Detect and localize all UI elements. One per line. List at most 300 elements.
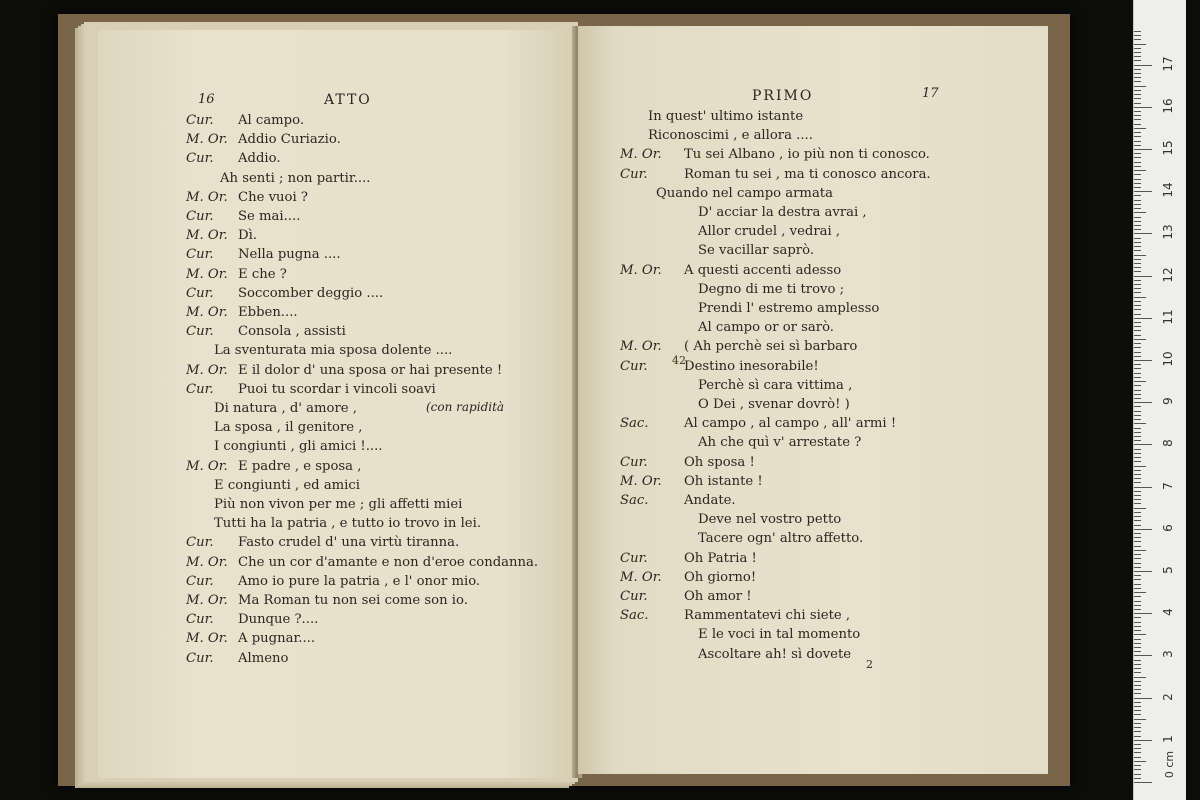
dialogue-text: Addio Curiazio. (238, 132, 341, 148)
text-line (698, 398, 850, 411)
ruler-tick (1134, 550, 1146, 551)
ruler-tick (1134, 107, 1152, 108)
ruler-number: 1 (1161, 734, 1175, 743)
ruler-tick (1134, 318, 1152, 319)
ruler-tick (1134, 643, 1141, 644)
text-line (186, 556, 538, 569)
ruler-tick (1134, 622, 1141, 623)
ruler-tick (1134, 744, 1141, 745)
ruler-tick (1134, 335, 1141, 336)
ruler-tick (1134, 655, 1152, 656)
ruler-number: 7 (1161, 481, 1175, 490)
ruler-tick (1134, 752, 1141, 753)
dialogue-text: Prendi l' estremo amplesso (698, 301, 880, 316)
dialogue-text: O Dei , svenar dovrò! ) (698, 397, 850, 412)
ruler-tick (1134, 56, 1141, 57)
ruler-tick (1134, 761, 1146, 762)
ruler-tick (1134, 457, 1141, 458)
text-line (214, 402, 357, 415)
ruler-tick (1134, 301, 1141, 302)
ruler-tick (1134, 491, 1141, 492)
dialogue-text: Tu sei Albano , io più non ti conosco. (684, 147, 930, 163)
ruler-tick (1134, 782, 1152, 783)
text-line (186, 248, 341, 261)
ruler-tick (1134, 630, 1141, 631)
ruler-tick (1134, 748, 1141, 749)
ruler-tick (1134, 94, 1141, 95)
ruler-tick (1134, 681, 1141, 682)
ruler-tick (1134, 322, 1141, 323)
stage-direction: (con rapidità (426, 400, 505, 414)
speaker-name: M. Or. (186, 305, 228, 320)
ruler-tick (1134, 347, 1141, 348)
ruler-tick (1134, 183, 1141, 184)
ruler-tick (1134, 170, 1146, 171)
text-line (186, 306, 298, 319)
ruler-tick (1134, 423, 1146, 424)
ruler-tick (1134, 174, 1141, 175)
speaker-name: M. Or. (620, 473, 662, 489)
ruler-tick (1134, 444, 1152, 445)
dialogue-text: D' acciar la destra avrai , (698, 205, 867, 220)
ruler-tick (1134, 124, 1141, 125)
ruler-tick (1134, 373, 1141, 374)
ruler-tick (1134, 706, 1141, 707)
ruler-tick (1134, 136, 1141, 137)
dialogue-text: Deve nel vostro petto (698, 512, 842, 528)
text-line (656, 187, 833, 200)
ruler-tick (1134, 533, 1141, 534)
ruler-tick (1134, 162, 1141, 163)
ruler-number: 15 (1161, 140, 1175, 156)
ruler-tick (1134, 267, 1141, 268)
ruler-tick (1134, 297, 1146, 298)
ruler-tick (1134, 634, 1146, 635)
ruler-tick (1134, 419, 1141, 420)
dialogue-text: E padre , e sposa , (238, 458, 362, 474)
speaker-name: M. Or. (186, 362, 228, 378)
ruler-tick (1134, 702, 1141, 703)
speaker-name: Cur. (620, 550, 648, 566)
ruler-number: 10 (1161, 351, 1175, 367)
speaker-name: M. Or. (186, 189, 228, 205)
ruler-tick (1134, 330, 1141, 331)
ruler-tick (1134, 613, 1152, 614)
text-line (186, 191, 308, 204)
ruler-number: 12 (1161, 266, 1175, 283)
speaker-name: Cur. (186, 535, 214, 551)
ruler-tick (1134, 672, 1141, 673)
ruler-tick (1134, 326, 1141, 327)
dialogue-text: Degno di me ti trovo ; (698, 281, 845, 297)
ruler-tick (1134, 385, 1141, 386)
text-line (620, 148, 930, 161)
dialogue-text: Almeno (238, 650, 289, 666)
ruler-tick (1134, 440, 1141, 441)
ruler-tick (1134, 436, 1141, 437)
ruler-tick (1134, 601, 1141, 602)
speaker-name: Sac. (620, 416, 649, 432)
ruler-tick (1134, 179, 1141, 180)
ruler-tick (1134, 187, 1141, 188)
ruler-tick (1134, 309, 1141, 310)
dialogue-text: I congiunti , gli amici !.... (214, 439, 383, 455)
speaker-name: Cur. (620, 589, 648, 604)
speaker-name: M. Or. (620, 262, 662, 278)
ruler-tick (1134, 571, 1152, 572)
text-line (620, 494, 736, 507)
ruler-tick (1134, 250, 1141, 251)
dialogue-text: E che ? (238, 266, 287, 282)
text-line (698, 513, 841, 526)
ruler-tick (1134, 520, 1141, 521)
ruler-tick (1134, 195, 1141, 196)
dialogue-text: E congiunti , ed amici (214, 477, 361, 493)
running-header-right: PRIMO (752, 88, 814, 104)
page-number-right: 17 (922, 86, 939, 101)
ruler-number: 14 (1161, 182, 1175, 198)
dialogue-text: Oh istante ! (684, 473, 763, 489)
text-line (186, 210, 300, 223)
dialogue-text: A pugnar.... (238, 631, 316, 647)
dialogue-text: Ebben.... (238, 305, 298, 320)
ruler-tick (1134, 255, 1146, 256)
text-line (186, 536, 459, 549)
ruler-number: 2 (1161, 692, 1175, 701)
ruler-tick (1134, 558, 1141, 559)
text-line (214, 344, 452, 357)
text-line (186, 287, 383, 300)
ruler-tick (1134, 284, 1141, 285)
text-line (698, 379, 852, 392)
ruler-tick (1134, 398, 1141, 399)
ruler-tick (1134, 660, 1141, 661)
speaker-name: Cur. (186, 113, 214, 128)
ruler-tick (1134, 200, 1141, 201)
speaker-name: M. Or. (186, 266, 228, 282)
speaker-name: Cur. (186, 151, 214, 167)
text-line (620, 571, 756, 584)
ruler-tick (1134, 499, 1141, 500)
ruler-number: 8 (1161, 439, 1175, 448)
dialogue-text: Più non vivon per me ; gli affetti miei (214, 497, 463, 512)
text-line (186, 652, 288, 665)
ruler-tick (1134, 98, 1141, 99)
ruler-tick (1134, 567, 1141, 568)
text-line (186, 594, 468, 607)
speaker-name: Cur. (186, 285, 214, 301)
ruler-tick (1134, 360, 1152, 361)
ruler-tick (1134, 719, 1146, 720)
dialogue-text: Nella pugna .... (238, 247, 341, 263)
ruler-tick (1134, 31, 1141, 32)
dialogue-text: Riconoscimi , e allora .... (648, 128, 813, 144)
ruler-tick (1134, 575, 1141, 576)
ruler-tick (1134, 411, 1141, 412)
ruler-tick (1134, 757, 1141, 758)
dialogue-text: Se mai.... (238, 209, 301, 224)
ruler-number: 9 (1161, 397, 1175, 406)
ruler-tick (1134, 339, 1146, 340)
ruler-tick (1134, 225, 1141, 226)
dialogue-text: Addio. (238, 151, 281, 167)
ruler-tick (1134, 769, 1141, 770)
speaker-name: Cur. (186, 209, 214, 224)
ruler-tick (1134, 664, 1141, 665)
ruler-tick (1134, 381, 1146, 382)
ruler-number: 4 (1161, 608, 1175, 617)
ruler-tick (1134, 166, 1141, 167)
text-line (186, 325, 346, 338)
dialogue-text: Andate. (684, 493, 736, 508)
ruler-tick (1134, 229, 1141, 230)
dialogue-text: A questi accenti adesso (684, 262, 842, 278)
ruler-tick (1134, 276, 1152, 277)
ruler-tick (1134, 73, 1141, 74)
ruler-tick (1134, 626, 1141, 627)
ruler-tick (1134, 39, 1141, 40)
speaker-name: M. Or. (186, 228, 228, 244)
ruler-number: 3 (1161, 650, 1175, 659)
ruler-number: 11 (1161, 309, 1175, 325)
ruler-tick (1134, 390, 1141, 391)
ruler-unit-label: 0 cm (1163, 750, 1177, 779)
speaker-name: Cur. (186, 247, 214, 263)
ruler-tick (1134, 352, 1141, 353)
dialogue-text: E le voci in tal momento (698, 627, 861, 643)
ruler-tick (1134, 259, 1141, 260)
ruler-tick (1134, 432, 1141, 433)
ruler-number: 17 (1161, 55, 1175, 72)
text-line (186, 229, 257, 242)
text-line (698, 532, 863, 545)
dialogue-text: Fasto crudel d' una virtù tiranna. (238, 535, 460, 551)
ruler-tick (1134, 693, 1141, 694)
running-header-left: ATTO (324, 92, 372, 108)
text-line (186, 364, 502, 377)
ruler-tick (1134, 736, 1141, 737)
ruler-tick (1134, 305, 1141, 306)
ruler-tick (1134, 81, 1141, 82)
dialogue-text: Quando nel campo armata (656, 185, 833, 201)
text-line (186, 575, 480, 588)
speaker-name: Cur. (620, 358, 648, 374)
dialogue-text: Che vuoi ? (238, 189, 308, 205)
ruler-tick (1134, 714, 1141, 715)
text-line (620, 475, 763, 488)
ruler-tick (1134, 740, 1152, 741)
ruler-tick (1134, 149, 1152, 150)
dialogue-text: Puoi tu scordar i vincoli soavi (238, 381, 436, 397)
dialogue-text: Al campo , al campo , all' armi ! (684, 416, 897, 432)
text-line (698, 244, 814, 257)
ruler-tick (1134, 157, 1141, 158)
speaker-name: Sac. (620, 493, 649, 508)
ruler-tick (1134, 52, 1141, 53)
speaker-name: M. Or. (186, 631, 228, 647)
dialogue-text: ( Ah perchè sei sì barbaro (684, 339, 858, 355)
dialogue-text: Ma Roman tu non sei come son io. (238, 593, 468, 608)
ruler-tick (1134, 588, 1141, 589)
ruler-tick (1134, 221, 1141, 222)
ruler-tick (1134, 461, 1141, 462)
ruler-tick (1134, 242, 1141, 243)
ruler-tick (1134, 406, 1141, 407)
text-line (698, 628, 860, 641)
ruler-tick (1134, 731, 1141, 732)
dialogue-text: Amo io pure la patria , e l' onor mio. (238, 573, 481, 589)
ruler-number: 16 (1161, 98, 1175, 114)
text-line (620, 609, 850, 622)
ruler-tick (1134, 774, 1141, 775)
ruler-tick (1134, 65, 1152, 66)
ruler-tick (1134, 639, 1141, 640)
speaker-name: Cur. (186, 324, 214, 340)
ruler-tick (1134, 35, 1141, 36)
text-line (648, 129, 813, 142)
ruler-tick (1134, 77, 1141, 78)
text-line (186, 632, 315, 645)
speaker-name: M. Or. (620, 147, 662, 163)
ruler-tick (1134, 128, 1146, 129)
ruler-tick (1134, 415, 1141, 416)
ruler-tick (1134, 651, 1141, 652)
ruler-tick (1134, 208, 1141, 209)
ruler-tick (1134, 710, 1141, 711)
text-line (620, 360, 819, 373)
ruler-tick (1134, 212, 1146, 213)
ruler-tick (1134, 377, 1141, 378)
ruler-tick (1134, 647, 1141, 648)
speaker-name: Cur. (186, 650, 214, 666)
text-line (214, 479, 360, 492)
ruler-tick (1134, 541, 1141, 542)
ruler-tick (1134, 512, 1141, 513)
ruler-tick (1134, 495, 1141, 496)
ruler-tick (1134, 103, 1141, 104)
ruler-tick (1134, 271, 1141, 272)
ruler-tick (1134, 48, 1141, 49)
text-line (620, 264, 841, 277)
ruler-tick (1134, 288, 1141, 289)
ruler-number: 13 (1161, 224, 1175, 241)
ruler-tick (1134, 86, 1146, 87)
text-line (186, 460, 361, 473)
text-line (620, 552, 757, 565)
ruler-tick (1134, 727, 1141, 728)
dialogue-text: Soccomber deggio .... (238, 285, 384, 301)
ruler-tick (1134, 503, 1141, 504)
ruler-tick (1134, 605, 1141, 606)
ruler-tick (1134, 153, 1141, 154)
ruler-tick (1134, 470, 1141, 471)
ruler-tick (1134, 111, 1141, 112)
ruler-tick (1134, 402, 1152, 403)
dialogue-text: Oh giorno! (684, 569, 757, 585)
text-line (186, 383, 436, 396)
text-line (698, 302, 879, 315)
ruler-tick (1134, 617, 1141, 618)
dialogue-text: Che un cor d'amante e non d'eroe condanna. (238, 554, 539, 570)
ruler-tick (1134, 115, 1141, 116)
ruler-tick (1134, 145, 1141, 146)
ruler-tick (1134, 677, 1146, 678)
ruler-tick (1134, 141, 1141, 142)
text-line (186, 613, 318, 626)
ruler-tick (1134, 546, 1141, 547)
ruler-tick (1134, 723, 1141, 724)
dialogue-text: Destino inesorabile! (684, 358, 819, 374)
signature-mark: 2 (866, 658, 873, 671)
page-number-left: 16 (198, 92, 215, 107)
ruler-tick (1134, 263, 1141, 264)
dialogue-text: Ascoltare ah! sì dovete (698, 646, 852, 662)
right-page (578, 26, 1048, 774)
ruler-tick (1134, 596, 1141, 597)
text-line (186, 152, 281, 165)
ruler-tick (1134, 217, 1141, 218)
speaker-name: M. Or. (186, 132, 228, 148)
ruler-tick (1134, 246, 1141, 247)
dialogue-text: Di natura , d' amore , (214, 401, 357, 416)
speaker-name: M. Or. (186, 458, 228, 474)
text-line (620, 340, 857, 353)
speaker-name: M. Or. (186, 554, 228, 570)
ruler-tick (1134, 280, 1141, 281)
text-line (186, 268, 287, 281)
dialogue-text: Ah che quì v' arrestate ? (698, 435, 862, 451)
text-line (698, 225, 840, 238)
ruler-tick (1134, 314, 1141, 315)
ruler-tick (1134, 685, 1141, 686)
text-line (620, 590, 752, 603)
dialogue-text: Oh Patria ! (684, 550, 757, 566)
ruler-tick (1134, 474, 1141, 475)
dialogue-text: Rammentatevi chi siete , (684, 608, 851, 624)
ruler-tick (1134, 343, 1141, 344)
ruler-tick (1134, 204, 1141, 205)
dialogue-text: E il dolor d' una sposa or hai presente ! (238, 362, 503, 378)
ruler-tick (1134, 292, 1141, 293)
ruler-tick (1134, 778, 1141, 779)
ruler-tick (1134, 90, 1141, 91)
ruler-tick (1134, 689, 1141, 690)
speaker-name: M. Or. (186, 593, 228, 608)
ruler-tick (1134, 191, 1152, 192)
dialogue-text: Dì. (238, 228, 257, 244)
text-line (648, 110, 803, 123)
text-line (698, 321, 834, 334)
ruler-tick (1134, 44, 1146, 45)
text-line (214, 498, 462, 511)
ruler-tick (1134, 233, 1152, 234)
dialogue-text: Al campo. (238, 113, 305, 128)
dialogue-text: Oh sposa ! (684, 454, 755, 470)
speaker-name: Cur. (186, 381, 214, 397)
dialogue-text: Perchè sì cara vittima , (698, 377, 853, 393)
speaker-name: Cur. (620, 454, 648, 470)
ruler-tick (1134, 668, 1141, 669)
ruler-tick (1134, 765, 1141, 766)
ruler-tick (1134, 508, 1146, 509)
ruler-tick (1134, 516, 1141, 517)
ruler-tick (1134, 563, 1141, 564)
dialogue-text: Ah senti ; non partir.... (220, 170, 371, 186)
text-line (698, 648, 851, 661)
text-line (186, 133, 341, 146)
ruler-tick (1134, 368, 1141, 369)
ruler-tick (1134, 609, 1141, 610)
